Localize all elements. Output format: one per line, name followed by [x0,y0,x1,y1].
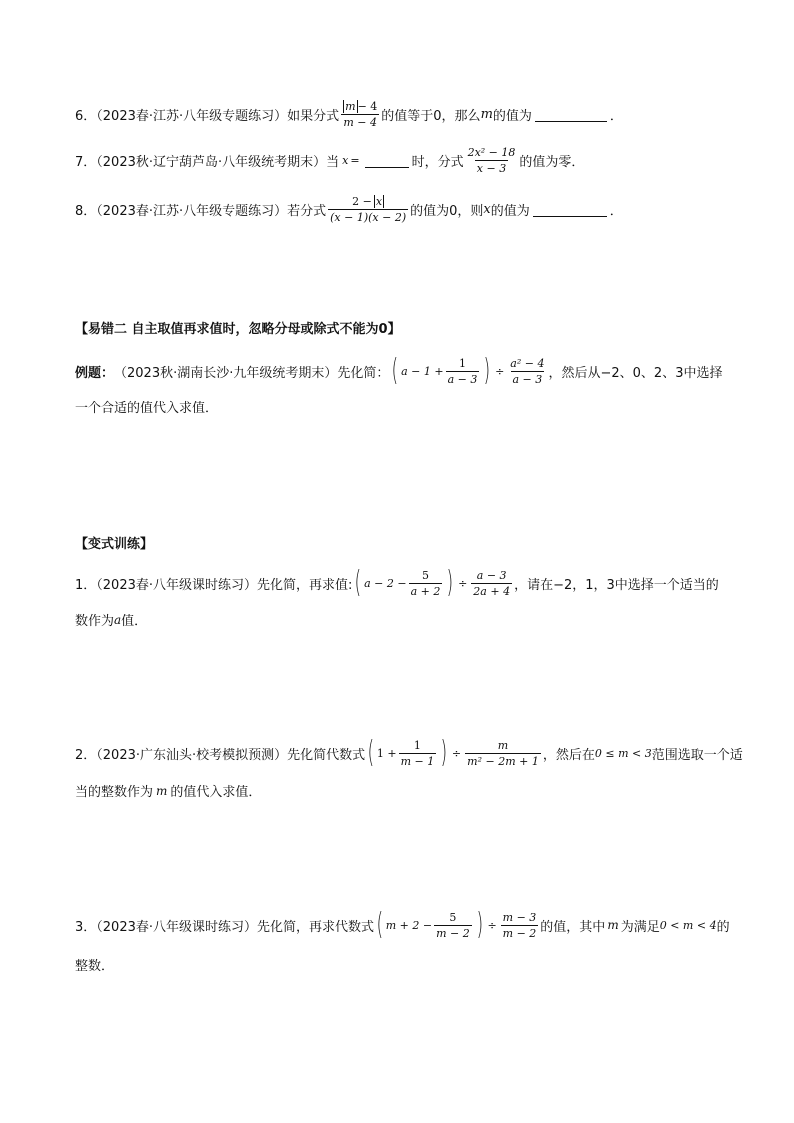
p2-line2-a: 当的整数作为 [75,785,154,800]
p1-inner: a − 2 − [364,576,407,590]
p2-fraction-2 [465,739,541,768]
p3-suffix-a: 的值，其中 [540,919,606,935]
p2-f2-den: m² − 2m + 1 [467,754,539,768]
practice-3-line-2 [75,955,114,974]
example-inner: a − 1 + [401,364,444,378]
section-2-title: 【易错二 自主取值再求值时，忽略分母或除式不能为0】 [75,322,401,337]
p3-f2-num: m − 3 [502,910,537,924]
p3-div: ÷ [487,918,497,932]
p2-f1-num: 1 [413,738,421,752]
example-line2: 一个合适的值代入求值． [75,401,219,416]
p3-prefix: 3．（2023春·八年级课时练习）先化简，再求代数式 [75,919,374,935]
p2-suffix-b: 范围选取一个适 [651,747,743,763]
p2-div: ÷ [451,746,462,760]
section-3-title: 【变式训练】 [75,537,154,552]
q8-den: (x − 1)(x − 2) [330,211,407,224]
q6-fraction [341,100,379,129]
practice-3 [75,907,730,942]
example-div: ÷ [495,364,505,378]
q8-num-abs: x [375,195,383,208]
p3-var: m [607,918,619,932]
q6-prefix: 6．（2023春·江苏·八年级专题练习）如果分式 [75,109,340,124]
q7-suffix: 的值为零． [519,155,585,170]
example-line-2 [75,397,218,416]
practice-1-line-2 [75,610,147,629]
p2-left-paren: ( [367,735,375,770]
p1-f1-den: a + 2 [410,584,441,598]
question-6 [75,100,623,129]
p3-suffix-c: 的 [716,919,730,935]
p2-right-paren: ) [440,735,448,770]
q6-suffix: 的值为 [492,109,532,124]
example-label: 例题： [75,365,115,381]
p3-range: 0 < m < 4 [659,918,717,932]
example-left-paren: ( [392,353,399,388]
p1-fraction-2 [471,569,512,598]
example-f2-num: a² − 4 [510,356,545,370]
example-f1-den: a − 3 [447,372,478,386]
q6-num-abs: m [345,100,356,113]
p2-line2-b: 的值代入求值． [170,785,262,800]
q7-prefix: 7．（2023秋·辽宁葫芦岛·八年级统考期末）当 [75,155,340,170]
practice-2-line-2 [75,781,261,800]
q8-fraction [328,195,408,224]
p2-fraction-1 [399,739,437,768]
p2-inner: 1 + [376,746,397,760]
p3-right-paren: ) [476,907,483,942]
p3-f1-den: m − 2 [436,926,470,940]
q7-num: 2x² − 18 [467,146,516,159]
example-problem [75,353,723,388]
q6-num-rest: − 4 [357,100,378,113]
q7-answer-blank[interactable] [365,153,409,168]
q6-mid: 的值等于0，那么 [381,109,481,124]
q8-end: ． [609,204,623,219]
p2-range: 0 ≤ m < 3 [594,746,652,760]
p3-fraction-1 [434,911,472,940]
example-right-paren: ) [483,353,491,388]
q8-suffix: 的值为 [490,204,530,219]
question-7 [75,146,584,175]
p1-fraction-1 [409,569,443,598]
example-f2-den: a − 3 [512,372,543,386]
p3-f2-den: m − 2 [502,926,537,940]
q7-eq: = [350,154,360,167]
section-2-heading [75,318,401,337]
section-3-heading [75,533,153,552]
p3-line2: 整数． [75,959,115,974]
q6-end: ． [609,109,623,124]
p1-left-paren: ( [355,565,362,600]
q8-num-a: 2 − [352,195,372,208]
q7-den: x − 3 [476,162,507,175]
p1-right-paren: ) [446,565,454,600]
p3-left-paren: ( [376,907,384,942]
p1-div: ÷ [458,576,468,590]
q8-prefix: 8．（2023春·江苏·八年级专题练习）若分式 [75,204,327,219]
p1-line2-var: a [114,612,122,627]
q6-answer-blank[interactable] [535,107,607,122]
p1-f1-num: 5 [421,568,429,582]
p1-line2-a: 数作为 [75,614,115,629]
q6-den: m − 4 [343,116,378,129]
q8-answer-blank[interactable] [533,202,607,217]
q8-mid: 的值为0，则 [410,204,484,219]
p1-f2-num: a − 3 [476,568,507,582]
p1-f2-den: 2a + 4 [473,584,511,598]
practice-1 [75,565,719,600]
q8-var: x [483,202,491,217]
p3-fraction-2 [501,911,539,940]
q7-mid: 时，分式 [411,155,464,170]
q6-var: m [480,107,493,122]
p1-suffix: ，请在−2，1，3中选择一个适当的 [514,577,719,593]
p2-f1-den: m − 1 [400,754,435,768]
example-fraction-1 [446,357,480,386]
example-fraction-2 [508,357,546,386]
p2-f2-num: m [497,738,509,752]
example-suffix: ，然后从−2、0、2、3中选择 [548,365,723,381]
q7-fraction [466,146,518,175]
p2-line2-var: m [156,783,168,798]
p2-prefix: 2．（2023·广东汕头·校考模拟预测）先化简代数式 [75,747,366,763]
p1-line2-b: 值． [121,614,148,629]
practice-2 [75,735,743,770]
example-prefix: （2023秋·湖南长沙·九年级统考期末）先化简： [114,365,390,381]
p3-inner: m + 2 − [385,918,433,932]
q7-var: x [342,154,349,167]
p3-f1-num: 5 [449,910,457,924]
example-f1-num: 1 [458,356,466,370]
p3-suffix-b: 为满足 [620,919,660,935]
question-8 [75,195,623,224]
p2-suffix-a: ，然后在 [542,747,595,763]
p1-prefix: 1．（2023春·八年级课时练习）先化简，再求值: [75,577,353,593]
